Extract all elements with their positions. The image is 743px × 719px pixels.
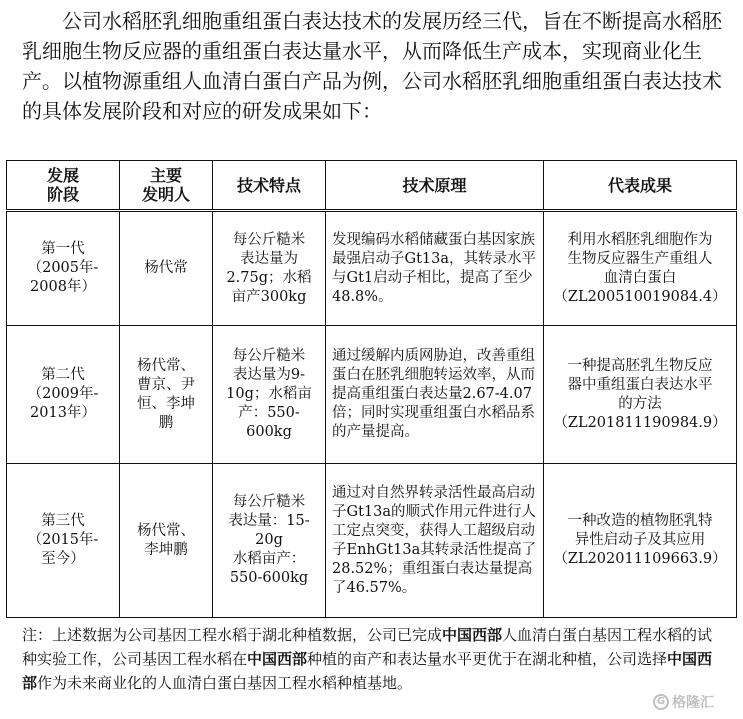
header-result: 代表成果 bbox=[544, 161, 737, 211]
header-stage: 发展 阶段 bbox=[7, 161, 120, 211]
highlight-region: 中国西部 bbox=[247, 650, 308, 668]
stage-cell: 第一代 （2005年- 2008年） bbox=[7, 211, 120, 326]
intro-text bbox=[22, 6, 726, 126]
result-cell: 利用水稻胚乳细胞作为 生物反应器生产重组人 血清白蛋白 （ZL200510019084.4） bbox=[544, 211, 737, 326]
principle-cell: 通过缓解内质网胁迫，改善重组蛋白在胚乳细胞转运效率，从而提高重组蛋白表达量2.67-4.07倍；同时实现重组蛋白水稻品系的产量提高。 bbox=[326, 326, 544, 464]
result-cell: 一种改造的植物胚乳特 异性启动子及其应用 （ZL202011109663.9） bbox=[544, 464, 737, 618]
feature-cell: 每公斤糙米 表达量为9- 10g；水稻亩 产：550- 600kg bbox=[213, 326, 326, 464]
highlight-region: 中国西部 bbox=[22, 650, 713, 692]
inventor-cell: 杨代常 bbox=[120, 211, 213, 326]
table-row bbox=[7, 211, 737, 326]
watermark bbox=[653, 691, 731, 713]
highlight-region: 中国西部 bbox=[442, 626, 503, 644]
stage-cell: 第二代 （2009年- 2013年） bbox=[7, 326, 120, 464]
header-inventor: 主要 发明人 bbox=[120, 161, 213, 211]
header-principle: 技术原理 bbox=[326, 161, 544, 211]
header-feature: 技术特点 bbox=[213, 161, 326, 211]
table-row bbox=[7, 326, 737, 464]
feature-cell: 每公斤糙米 表达量为 2.75g；水稻 亩产300kg bbox=[213, 211, 326, 326]
intro-paragraph: 公司水稻胚乳细胞重组蛋白表达技术的发展历经三代，旨在不断提高水稻胚乳细胞生物反应器的重组蛋白表达量水平，从而降低生产成本，实现商业化生产。以植物源重组人血清白蛋白产品为例，公司水稻胚乳细胞重组蛋白表达技术的具体发展阶段和对应的研发成果如下： bbox=[22, 9, 722, 123]
watermark-text: 格隆汇 bbox=[672, 695, 714, 711]
gelonghui-logo-icon: G bbox=[653, 694, 669, 710]
table-row bbox=[7, 464, 737, 618]
header-row bbox=[7, 161, 737, 211]
stage-cell: 第三代 （2015年- 至今） bbox=[7, 464, 120, 618]
inventor-cell: 杨代常、 曹京、尹 恒、李坤 鹏 bbox=[120, 326, 213, 464]
inventor-cell: 杨代常、 李坤鹏 bbox=[120, 464, 213, 618]
development-stage-table bbox=[6, 160, 737, 618]
principle-cell: 发现编码水稻储藏蛋白基因家族最强启动子Gt13a，其转录水平与Gt1启动子相比，提高了至少48.8%。 bbox=[326, 211, 544, 326]
result-cell: 一种提高胚乳生物反应 器中重组蛋白表达水平 的方法 （ZL201811190984.9） bbox=[544, 326, 737, 464]
feature-cell: 每公斤糙米 表达量：15- 20g 水稻亩产： 550-600kg bbox=[213, 464, 326, 618]
footnote: 注：上述数据为公司基因工程水稻于湖北种植数据，公司已完成中国西部人血清白蛋白基因工程水稻的试种实验工作，公司基因工程水稻在中国西部种植的亩产和表达量水平更优于在湖北种植，公司选择中国西部作为未来商业化的人血清白蛋白基因工程水稻种植基地。 bbox=[22, 626, 713, 692]
table-header bbox=[7, 161, 737, 211]
principle-cell: 通过对自然界转录活性最高启动子Gt13a的顺式作用元件进行人工定点突变，获得人工超级启动子EnhGt13a其转录活性提高了28.52%；重组蛋白表达量提高了46.57%。 bbox=[326, 464, 544, 618]
